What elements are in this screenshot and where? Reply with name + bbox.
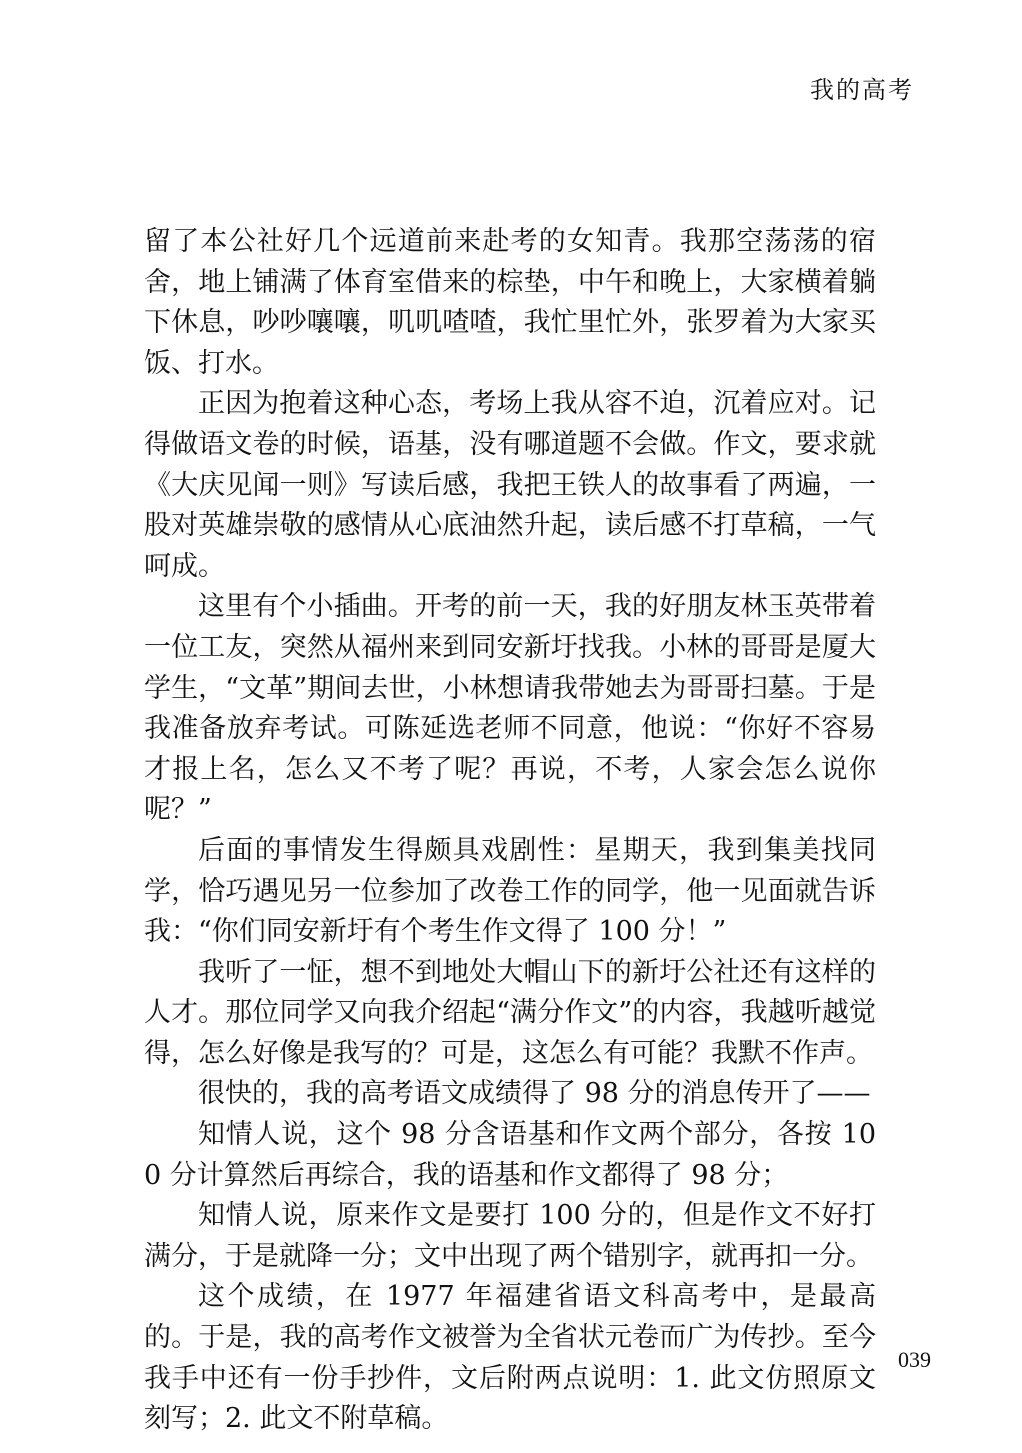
paragraph-1: 留了本公社好几个远道前来赴考的女知青。我那空荡荡的宿舍，地上铺满了体育室借来的棕垫，中午和晚上，大家横着躺下休息，吵吵嚷嚷，叽叽喳喳，我忙里忙外，张罗着为大家买饭、打水。 bbox=[144, 226, 876, 379]
paragraph-8: 知情人说，原来作文是要打 100 分的，但是作文不好打满分，于是就降一分；文中出现了两个错别字，就再扣一分。 bbox=[144, 1200, 876, 1272]
paragraph-4: 后面的事情发生得颇具戏剧性：星期天，我到集美找同学，恰巧遇见另一位参加了改卷工作的同学，他一见面就告诉我：“你们同安新圩有个考生作文得了 100 分！” bbox=[144, 834, 876, 948]
page-number: 039 bbox=[898, 1347, 931, 1372]
paragraph-5: 我听了一怔，想不到地处大帽山下的新圩公社还有这样的人才。那位同学又向我介绍起“满分作文”的内容，我越听越觉得，怎么好像是我写的？可是，这怎么有可能？我默不作声。 bbox=[144, 956, 876, 1069]
running-header: 我的高考 bbox=[810, 76, 914, 104]
paragraph-7: 知情人说，这个 98 分含语基和作文两个部分，各按 100 分计算然后再综合，我的语基和作文都得了 98 分； bbox=[144, 1119, 876, 1191]
text-body bbox=[144, 222, 876, 1440]
paragraph-2: 正因为抱着这种心态，考场上我从容不迫，沉着应对。记得做语文卷的时候，语基，没有哪道题不会做。作文，要求就《大庆见闻一则》写读后感，我把王铁人的故事看了两遍，一股对英雄崇敬的感情从心底油然升起，读后感不打草稿，一气呵成。 bbox=[144, 388, 876, 582]
paragraph-3: 这里有个小插曲。开考的前一天，我的好朋友林玉英带着一位工友，突然从福州来到同安新圩找我。小林的哥哥是厦大学生，“文革”期间去世，小林想请我带她去为哥哥扫墓。于是我准备放弃考试。可陈延选老师不同意，他说：“你好不容易才报上名，怎么又不考了呢？再说，不考，人家会怎么说你呢？” bbox=[144, 591, 876, 826]
paragraph-6: 很快的，我的高考语文成绩得了 98 分的消息传开了—— bbox=[198, 1078, 871, 1110]
paragraph-9: 这个成绩，在 1977 年福建省语文科高考中，是最高的。于是，我的高考作文被誉为全省状元卷而广为传抄。至今我手中还有一份手抄件，文后附两点说明：1. 此文仿照原文刻写；2. 此文不附草稿。 bbox=[144, 1281, 876, 1435]
